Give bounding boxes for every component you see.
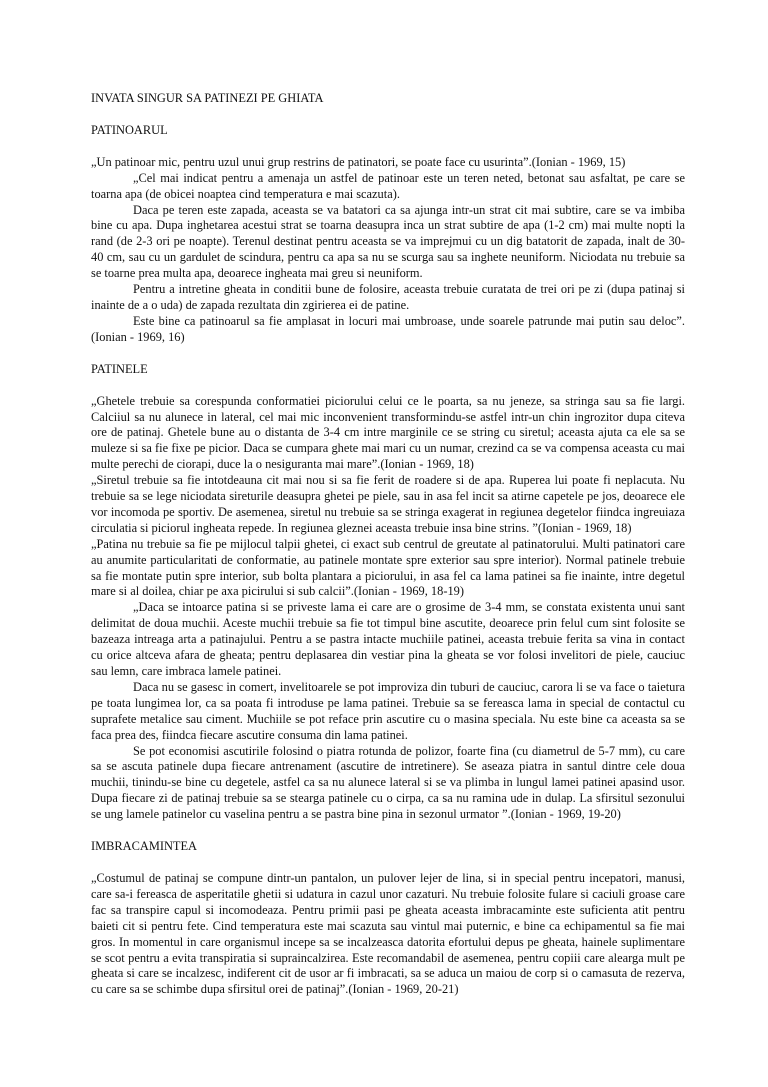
paragraph: Se pot economisi ascutirile folosind o piatra rotunda de polizor, foarte fina (cu diametrul de 5-7 mm), cu care sa se ascuta patinele dupa fiecare antrenament (ascutire de intretinere). Se aseaza piatra in santul dintre cele doua muchii, tinindu-se bine cu degetele, astfel ca sa nu alunece lateral si se va plimba in lungul lamei patinei apasind usor. Dupa fiecare zi de patinaj trebuie sa se stearga patinele cu o cirpa, ca sa nu ramina ude in dulap. La sfirsitul sezonului se ung lamele patinelor cu vaselina pentru a se pastra bine pina in sezonul urmator ”.(Ionian - 1969, 19-20): [91, 743, 685, 822]
section-heading: PATINELE: [91, 361, 148, 376]
section-imbracamintea: [91, 839, 685, 998]
paragraph: „Daca se intoarce patina si se priveste lama ei care are o grosime de 3-4 mm, se constata existenta unui sant delimitat de doua muchii. Aceste muchii trebuie sa fie tot timpul bine ascutite, deoarece prin felul cum sint folosite se bazeaza intreaga arta a patinajului. Pentru a se pastra intacte muchiile patinei, aceasta trebuie ferita sa vina in contact cu orice altceva afara de gheata; pentru deplasarea din vestiar pina la gheata se vor folosi invelitori de piele, cauciuc sau lemn, care imbraca lamele patinei.: [91, 600, 685, 678]
paragraph: „Patina nu trebuie sa fie pe mijlocul talpii ghetei, ci exact sub centrul de greutate al patinatorului. Multi patinatori care au anumite particularitati de conformatie, au patinele montate spre exterior sau spre interior). Normal patinele trebuie sa fie montate putin spre interior, sub bolta plantara a piciorului, in asa fel ca lama patinei sa fie inainte, intre degetul mare si al doilea, chiar pe axa picirului si sub calcii”.(Ionian - 1969, 18-19): [91, 536, 685, 599]
paragraph: „Ghetele trebuie sa corespunda conformatiei piciorului celui ce le poarta, sa nu jeneze, sa stringa sau sa fie largi. Calciiul sa nu alunece in lateral, cel mai mic inconvenient transformindu-se astfel intr-un chin ingrozitor dupa citeva ore de patinaj. Ghetele bune au o distanta de 3-4 cm intre marginile ce se string cu siretul; aceasta ajuta ca ele sa se muleze si sa fie fixe pe picior. Daca se cumpara ghete mai mari cu un numar, crezind ca se va compensa aceasta cu mai multe perechi de ciorapi, duce la o nesiguranta mai mare”.(Ionian - 1969, 18): [91, 393, 685, 472]
document-title: INVATA SINGUR SA PATINEZI PE GHIATA: [91, 91, 324, 105]
paragraph: „Costumul de patinaj se compune dintr-un pantalon, un pulover lejer de lina, si in special pentru incepatori, manusi, care sa-i fereasca de asperitatile ghetii si udatura in cazul unor cazaturi. Nu trebuie folosite fulare si caciuli groase care fac sa transpire capul si incomodeaza. Pentru primii pasi pe gheata aceasta imbracaminte este suficienta atit pentru baieti cit si pentru fete. Cind temperatura este mai scazuta sau vintul mai puternic, e bine ca echipamentul sa fie mai gros. In momentul in care organismul incepe sa se incalzeasca datorita efortului depus pe gheata, hainele suplimentare se scot pentru a evita transpiratia si supraincalzirea. Este recomandabil de asemenea, pentru copiii care alearga mult pe gheata si care se incalzesc, indiferent cit de usor ar fi imbracati, sa se aduca un maiou de corp si o camasuta de rezerva, cu care sa se schimbe dupa sfirsitul orei de patinaj”.(Ionian - 1969, 20-21): [91, 870, 685, 997]
section-heading: IMBRACAMINTEA: [91, 839, 198, 854]
section-heading: PATINOARUL: [91, 122, 168, 137]
section-patinoarul: [91, 123, 685, 346]
document-page: [91, 91, 685, 998]
paragraph: „Siretul trebuie sa fie intotdeauna cit mai nou si sa fie ferit de roadere si de apa. Ruperea lui poate fi neplacuta. Nu trebuie sa se lege niciodata sireturile deasupra ghetei pe piele, sau in asa fel incit sa atirne capetele pe jos, deoarece ele vor incomoda pe sportiv. De asemenea, siretul nu trebuie sa se stringa exagerat in regiunea degetelor fiindca ingreuiaza circulatia si piciorul ingheata repede. In regiunea gleznei aceasta trebuie insa bine strins. ”(Ionian - 1969, 18): [91, 473, 685, 535]
paragraph: Pentru a intretine gheata in conditii bune de folosire, aceasta trebuie curatata de trei ori pe zi (dupa patinaj si inainte de a o uda) de zapada rezultata din zgirierea ei de patine.: [91, 282, 685, 312]
paragraph: Daca nu se gasesc in comert, invelitoarele se pot improviza din tuburi de cauciuc, carora li se va face o taietura pe toata lungimea lor, ca sa poata fi introduse pe lama patinei. Trebuie sa se fereasca lama in special de contactul cu suprafete metalice sau ciment. Muchiile se pot reface prin ascutire cu o masina speciala. Nu este bine ca aceasta sa se faca prea des, fiindca fiecare ascutire consuma din lama patinei.: [91, 679, 685, 742]
paragraph: „Cel mai indicat pentru a amenaja un astfel de patinoar este un teren neted, betonat sau asfaltat, pe care se toarna apa (de obicei noaptea cind temperatura e mai scazuta).: [91, 170, 685, 201]
paragraph: „Un patinoar mic, pentru uzul unui grup restrins de patinatori, se poate face cu usurinta”.(Ionian - 1969, 15): [91, 154, 626, 169]
paragraph: Este bine ca patinoarul sa fie amplasat in locuri mai umbroase, unde soarele patrunde mai putin sau deloc”.(Ionian - 1969, 16): [91, 313, 685, 344]
paragraph: Daca pe teren este zapada, aceasta se va batatori ca sa ajunga intr-un strat cit mai subtire, care se va imbiba bine cu apa. Dupa inghetarea acestui strat se toarna deasupra inca un strat subtire de apa (1-2 cm) mai multe nopti la rand (de 2-3 ori pe noapte). Terenul destinat pentru aceasta se va imprejmui cu un dig batatorit de zapada, inalt de 30-40 cm, sau cu un gardulet de scindura, pentru ca apa sa nu se scurga sau sa inghete neuniform. Niciodata nu trebuie sa se toarne prea multa apa, deoarece ingheata mai greu si neuniform.: [91, 202, 685, 281]
section-patinele: [91, 362, 685, 823]
